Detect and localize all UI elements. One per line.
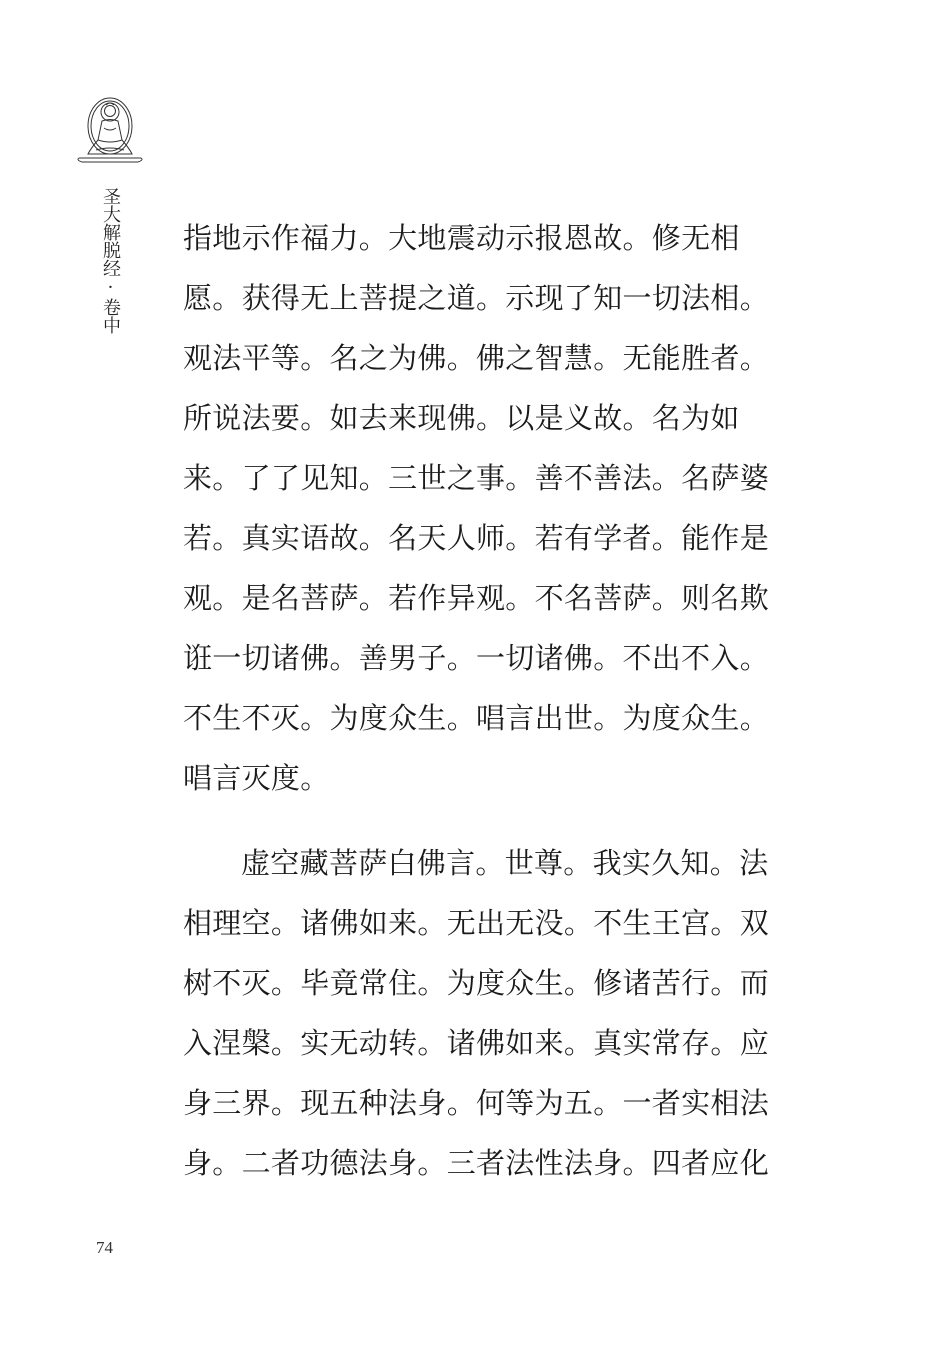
text-line: 树不灭。毕竟常住。为度众生。修诸苦行。而 — [183, 966, 770, 1000]
text-line: 相理空。诸佛如来。无出无没。不生王宫。双 — [183, 906, 770, 940]
text-line: 观法平等。名之为佛。佛之智慧。无能胜者。 — [183, 341, 770, 375]
text-line: 观。是名菩萨。若作异观。不名菩萨。则名欺 — [183, 581, 770, 615]
paragraph — [183, 833, 783, 1193]
text-line: 身。二者功德法身。三者法性法身。四者应化 — [183, 1146, 770, 1180]
body-text — [183, 208, 783, 1193]
text-line: 来。了了见知。三世之事。善不善法。名萨婆 — [183, 461, 770, 495]
page-number: 74 — [96, 1238, 113, 1257]
text-line: 入涅槃。实无动转。诸佛如来。真实常存。应 — [183, 1026, 770, 1060]
text-line: 不生不灭。为度众生。唱言出世。为度众生。 — [183, 701, 770, 735]
text-line: 指地示作福力。大地震动示报恩故。修无相 — [183, 221, 740, 255]
text-line: 若。真实语故。名天人师。若有学者。能作是 — [183, 521, 770, 555]
paragraph — [183, 208, 783, 808]
text-line: 诳一切诸佛。善男子。一切诸佛。不出不入。 — [183, 641, 770, 675]
text-line: 愿。获得无上菩提之道。示现了知一切法相。 — [183, 281, 770, 315]
running-head: 圣大解脱经·卷中 — [100, 187, 121, 334]
text-line: 虚空藏菩萨白佛言。世尊。我实久知。法 — [241, 846, 769, 880]
paragraph-gap — [183, 808, 783, 833]
text-line: 唱言灭度。 — [183, 761, 330, 795]
text-line: 所说法要。如去来现佛。以是义故。名为如 — [183, 401, 740, 435]
text-line: 身三界。现五种法身。何等为五。一者实相法 — [183, 1086, 770, 1120]
seated-buddha-icon — [76, 92, 144, 168]
